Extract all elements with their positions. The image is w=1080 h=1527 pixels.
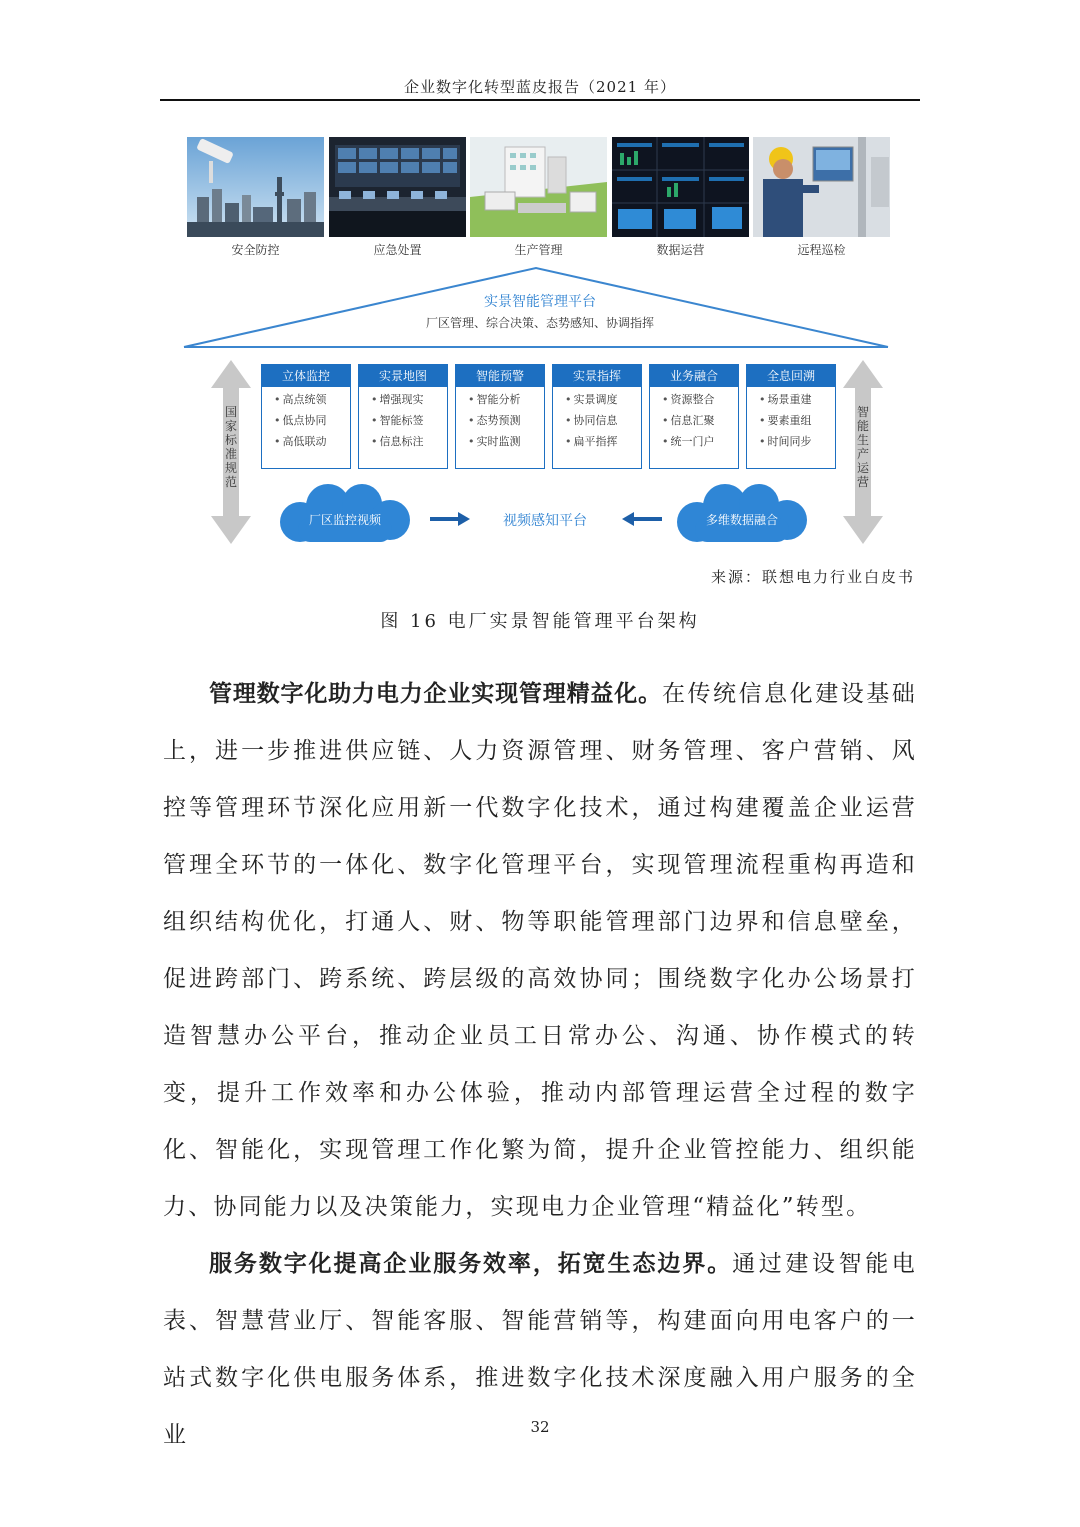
photo-production: [470, 137, 607, 237]
photo-emergency: [329, 137, 466, 237]
module-item: • 要素重组: [747, 413, 835, 429]
module-item: • 统一门户: [650, 434, 738, 450]
module-item: • 智能分析: [456, 392, 544, 408]
module-item: • 智能标签: [359, 413, 447, 429]
paragraph-lead: 服务数字化提高企业服务效率，拓宽生态边界。: [209, 1251, 733, 1277]
module-business-fusion: [649, 364, 739, 469]
right-cloud-label: 多维数据融合: [705, 513, 778, 527]
module-3d-monitoring: [261, 364, 351, 469]
module-item: • 扁平指挥: [553, 434, 641, 450]
module-item: • 协同信息: [553, 413, 641, 429]
right-flow-arrow: [430, 512, 470, 526]
photo-caption-remote-inspection: 远程巡检: [797, 243, 846, 257]
page-number: 32: [530, 1418, 550, 1436]
module-title: 全息回溯: [747, 365, 835, 387]
module-title: 实景地图: [359, 365, 447, 387]
module-title: 业务融合: [650, 365, 738, 387]
module-title: 实景指挥: [553, 365, 641, 387]
module-item: • 实景调度: [553, 392, 641, 408]
platform-subtitle: 厂区管理、综合决策、态势感知、协调指挥: [425, 316, 654, 330]
module-item: • 信息汇聚: [650, 413, 738, 429]
figure-source: 来源：联想电力行业白皮书: [710, 568, 915, 586]
left-arrow-label: 国家标准规范: [224, 405, 237, 489]
module-title: 立体监控: [262, 365, 350, 387]
header-rule: [160, 99, 920, 101]
module-item: • 高低联动: [262, 434, 350, 450]
photo-caption-production: 生产管理: [514, 243, 563, 257]
module-item: • 态势预测: [456, 413, 544, 429]
photo-remote-inspection: [753, 137, 890, 237]
module-item: • 场景重建: [747, 392, 835, 408]
paragraph-management: [163, 666, 917, 1236]
module-item: • 信息标注: [359, 434, 447, 450]
photo-data-ops: [612, 137, 749, 237]
module-holographic-review: [746, 364, 836, 469]
module-title: 智能预警: [456, 365, 544, 387]
module-item: • 低点协同: [262, 413, 350, 429]
photo-caption-data-ops: 数据运营: [656, 243, 705, 257]
platform-title: 实景智能管理平台: [484, 294, 596, 310]
paragraph-text: 在传统信息化建设基础上，进一步推进供应链、人力资源管理、财务管理、客户营销、风控等管理环节深化应用新一代数字化技术，通过构建覆盖企业运营管理全环节的一体化、数字化管理平台，实现管理流程重构再造和组织结构优化，打通人、财、物等职能管理部门边界和信息壁垒，促进跨部门、跨系统、跨层级的高效协同；围绕数字化办公场景打造智慧办公平台，推动企业员工日常办公、沟通、协作模式的转变，提升工作效率和办公体验，推动内部管理运营全过程的数字化、智能化，实现管理工作化繁为简，提升企业管控能力、组织能力、协同能力以及决策能力，实现电力企业管理“精益化”转型。: [163, 681, 918, 1220]
body-text: [163, 666, 917, 1464]
figure-caption: 图 16 电厂实景智能管理平台架构: [380, 611, 700, 632]
module-item: • 时间同步: [747, 434, 835, 450]
module-live-command: [552, 364, 642, 469]
right-arrow-label: 智能生产运营: [856, 405, 869, 489]
photo-security: [187, 137, 324, 237]
module-item: • 高点统领: [262, 392, 350, 408]
module-smart-warning: [455, 364, 545, 469]
module-item: • 实时监测: [456, 434, 544, 450]
paragraph-text: 通过建设智能电表、智慧营业厅、智能客服、智能营销等，构建面向用电客户的一站式数字化供电服务体系，推进数字化技术深度融入用户服务的全业: [163, 1251, 918, 1448]
photo-caption-security: 安全防控: [231, 243, 280, 257]
photo-caption-emergency: 应急处置: [373, 243, 422, 257]
module-item: • 增强现实: [359, 392, 447, 408]
left-flow-arrow: [622, 512, 662, 526]
module-item: • 资源整合: [650, 392, 738, 408]
module-live-map: [358, 364, 448, 469]
page-header: 企业数字化转型蓝皮报告（2021 年）: [404, 78, 676, 96]
left-cloud-label: 厂区监控视频: [308, 513, 381, 527]
paragraph-lead: 管理数字化助力电力企业实现管理精益化。: [209, 681, 662, 707]
video-perception-platform: 视频感知平台: [503, 513, 587, 529]
